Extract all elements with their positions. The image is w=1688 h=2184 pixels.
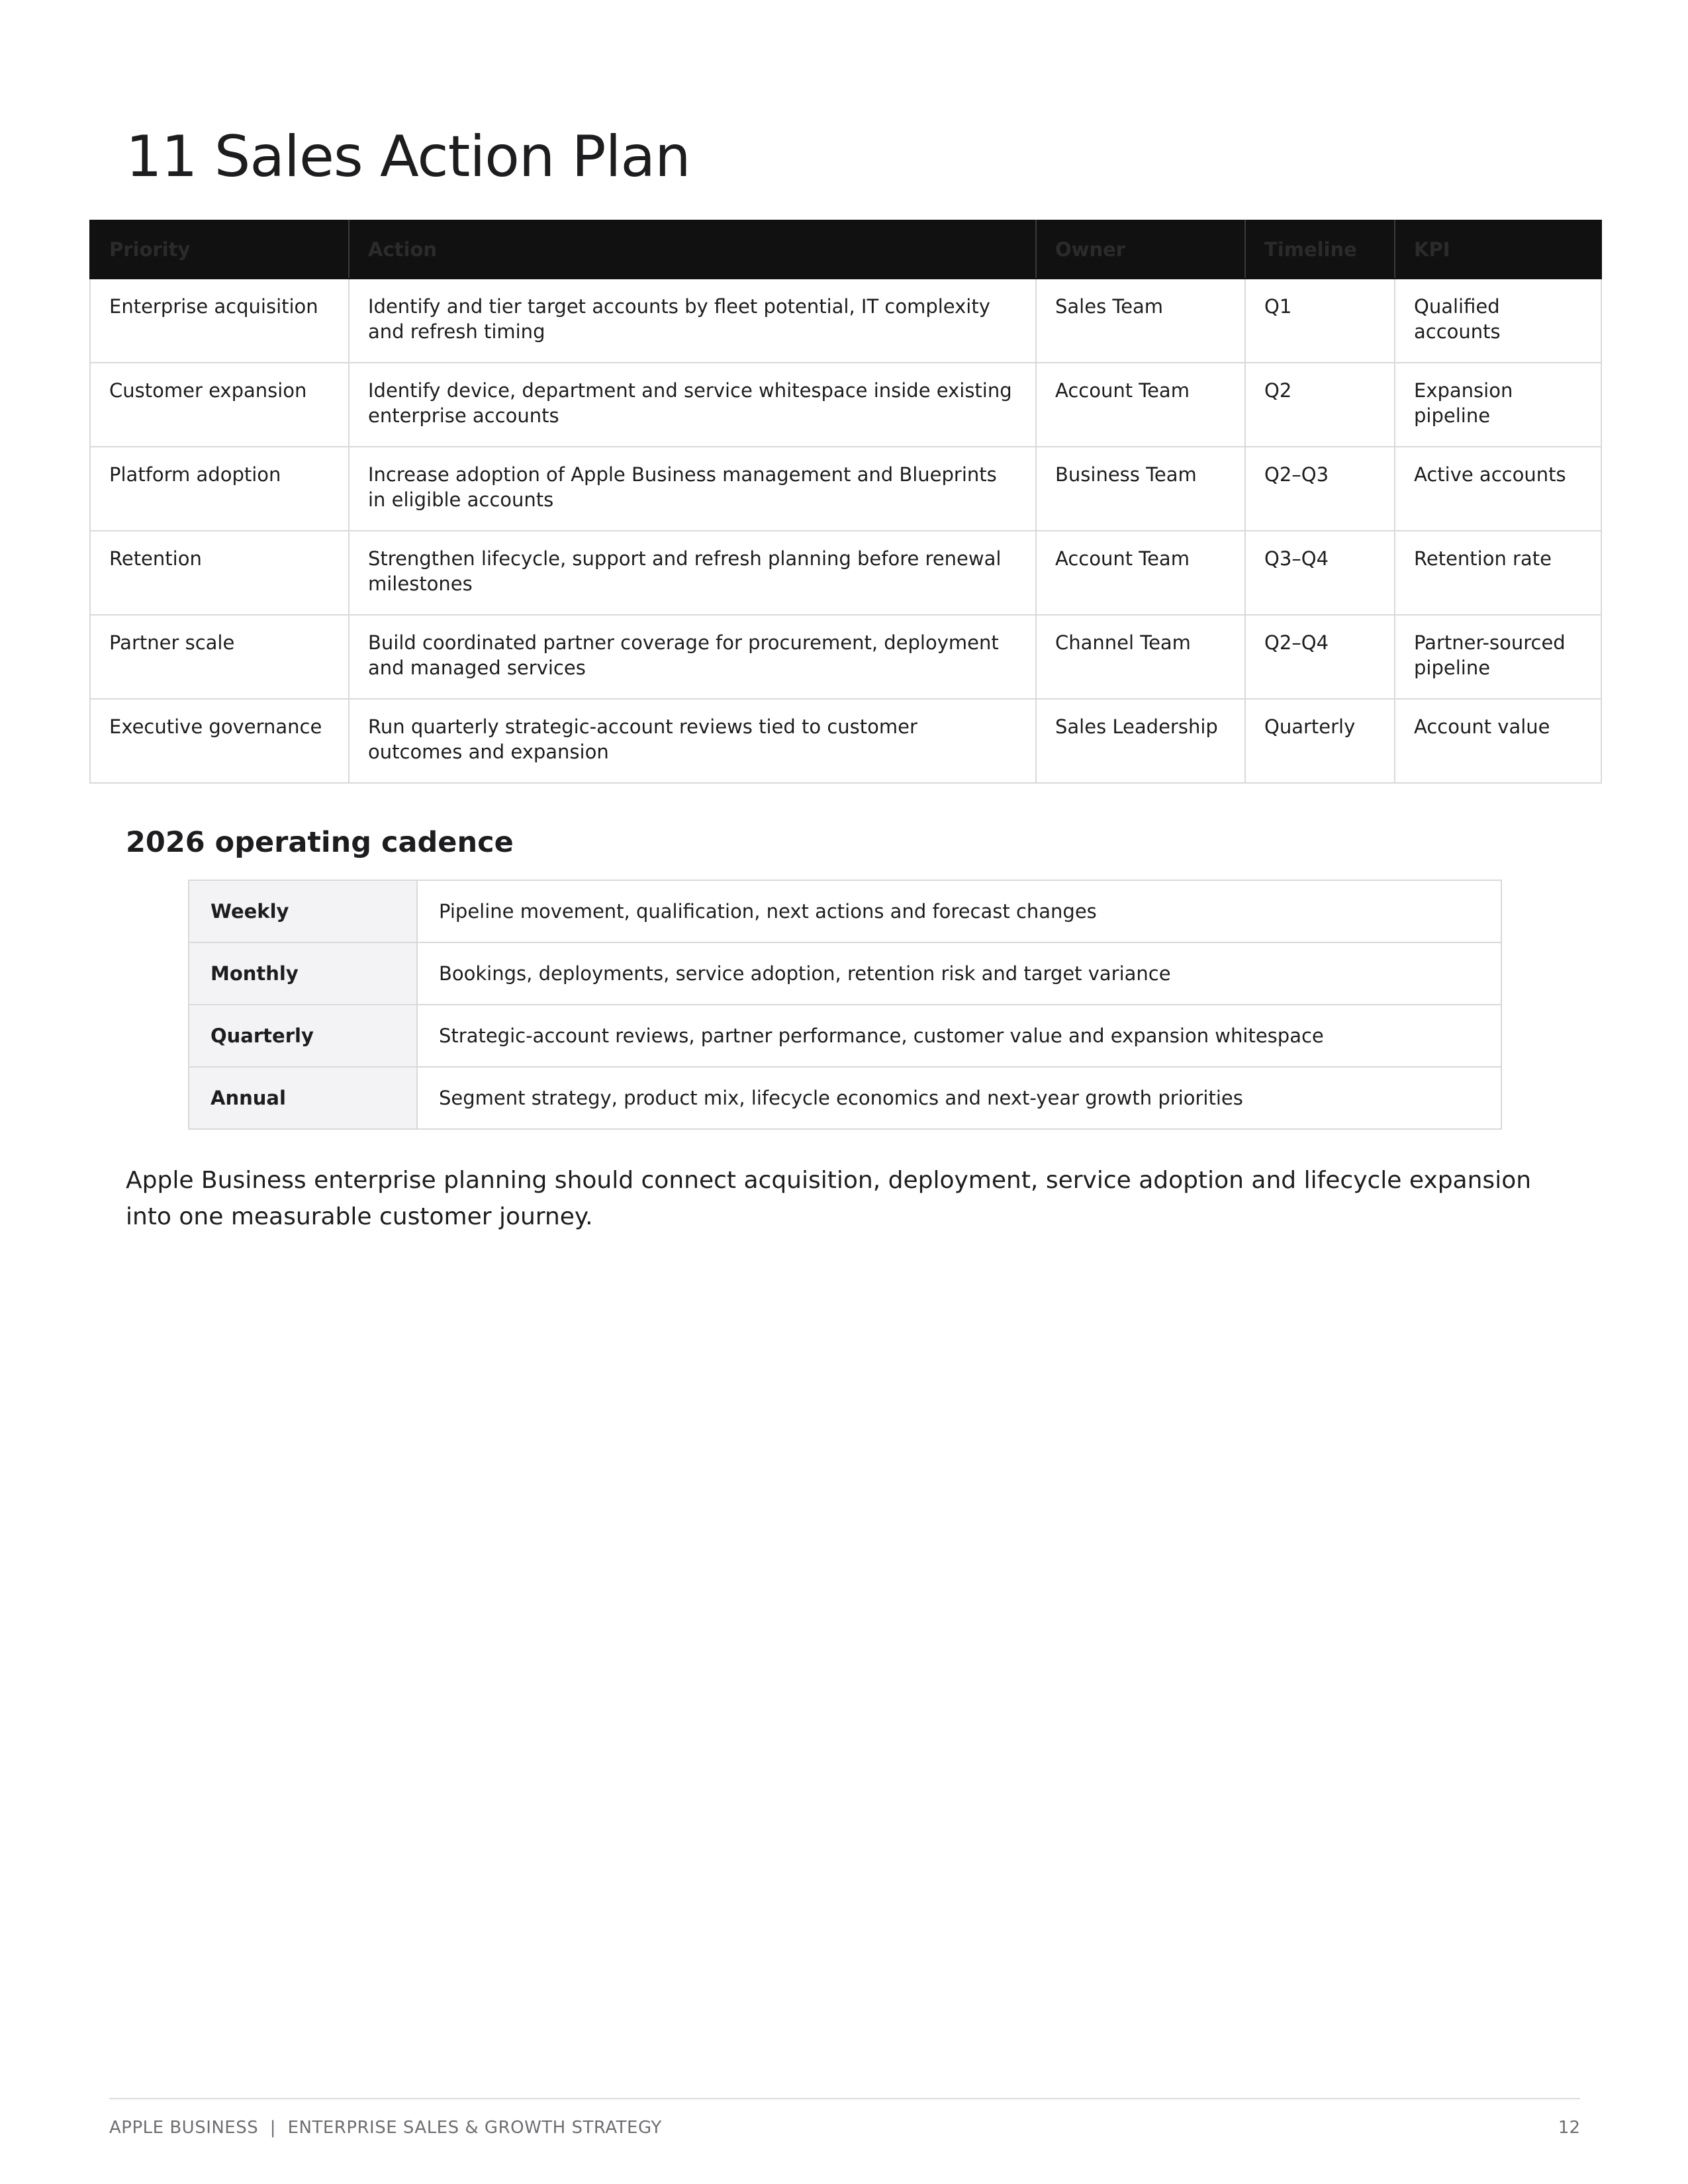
footer-divider bbox=[109, 2098, 1580, 2099]
table-row bbox=[90, 615, 1601, 699]
priority-cell: Executive governance bbox=[90, 699, 349, 783]
kpi-cell: Qualified accounts bbox=[1395, 279, 1601, 363]
timeline-cell: Q2–Q4 bbox=[1245, 615, 1395, 699]
action-cell: Identify device, department and service whitespace inside existing enterprise accounts bbox=[349, 363, 1036, 447]
summary-paragraph: Apple Business enterprise planning should connect acquisition, deployment, service adoption and lifecycle expansion into one measurable customer journey. bbox=[126, 1167, 1532, 1230]
kpi-cell: Account value bbox=[1395, 699, 1601, 783]
table-row bbox=[90, 531, 1601, 615]
cadence-row bbox=[189, 880, 1501, 942]
column-header-action: Action bbox=[349, 220, 1036, 279]
timeline-cell: Q2–Q3 bbox=[1245, 447, 1395, 531]
cadence-heading: 2026 operating cadence bbox=[126, 826, 514, 859]
cadence-focus: Bookings, deployments, service adoption, retention risk and target variance bbox=[417, 942, 1501, 1005]
operating-cadence-table bbox=[188, 880, 1502, 1130]
timeline-cell: Q2 bbox=[1245, 363, 1395, 447]
cadence-row bbox=[189, 942, 1501, 1005]
column-header-owner: Owner bbox=[1036, 220, 1245, 279]
kpi-cell: Retention rate bbox=[1395, 531, 1601, 615]
table-row bbox=[90, 699, 1601, 783]
footer-document-title: APPLE BUSINESS | ENTERPRISE SALES & GROWTH STRATEGY bbox=[109, 2118, 662, 2138]
cadence-focus: Segment strategy, product mix, lifecycle economics and next-year growth priorities bbox=[417, 1067, 1501, 1129]
owner-cell: Account Team bbox=[1036, 363, 1245, 447]
sales-action-plan-table bbox=[89, 220, 1602, 784]
cadence-period: Annual bbox=[189, 1067, 417, 1129]
owner-cell: Channel Team bbox=[1036, 615, 1245, 699]
owner-cell: Sales Team bbox=[1036, 279, 1245, 363]
cadence-period: Monthly bbox=[189, 942, 417, 1005]
action-cell: Increase adoption of Apple Business management and Blueprints in eligible accounts bbox=[349, 447, 1036, 531]
priority-cell: Partner scale bbox=[90, 615, 349, 699]
action-cell: Strengthen lifecycle, support and refresh planning before renewal milestones bbox=[349, 531, 1036, 615]
page-title: 11 Sales Action Plan bbox=[126, 124, 690, 190]
action-cell: Build coordinated partner coverage for procurement, deployment and managed services bbox=[349, 615, 1036, 699]
owner-cell: Account Team bbox=[1036, 531, 1245, 615]
action-cell: Run quarterly strategic-account reviews tied to customer outcomes and expansion bbox=[349, 699, 1036, 783]
action-cell: Identify and tier target accounts by fleet potential, IT complexity and refresh timing bbox=[349, 279, 1036, 363]
timeline-cell: Q1 bbox=[1245, 279, 1395, 363]
table-row bbox=[90, 363, 1601, 447]
kpi-cell: Active accounts bbox=[1395, 447, 1601, 531]
table-header-row bbox=[90, 220, 1601, 279]
footer-page-number: 12 bbox=[1558, 2118, 1580, 2138]
column-header-timeline: Timeline bbox=[1245, 220, 1395, 279]
cadence-focus: Pipeline movement, qualification, next actions and forecast changes bbox=[417, 880, 1501, 942]
kpi-cell: Expansion pipeline bbox=[1395, 363, 1601, 447]
owner-cell: Sales Leadership bbox=[1036, 699, 1245, 783]
kpi-cell: Partner-sourced pipeline bbox=[1395, 615, 1601, 699]
timeline-cell: Q3–Q4 bbox=[1245, 531, 1395, 615]
cadence-period: Quarterly bbox=[189, 1005, 417, 1067]
timeline-cell: Quarterly bbox=[1245, 699, 1395, 783]
owner-cell: Business Team bbox=[1036, 447, 1245, 531]
cadence-row bbox=[189, 1067, 1501, 1129]
priority-cell: Customer expansion bbox=[90, 363, 349, 447]
table-row bbox=[90, 447, 1601, 531]
priority-cell: Enterprise acquisition bbox=[90, 279, 349, 363]
table-row bbox=[90, 279, 1601, 363]
cadence-focus: Strategic-account reviews, partner performance, customer value and expansion whitespace bbox=[417, 1005, 1501, 1067]
priority-cell: Retention bbox=[90, 531, 349, 615]
column-header-kpi: KPI bbox=[1395, 220, 1601, 279]
cadence-row bbox=[189, 1005, 1501, 1067]
column-header-priority: Priority bbox=[90, 220, 349, 279]
cadence-period: Weekly bbox=[189, 880, 417, 942]
priority-cell: Platform adoption bbox=[90, 447, 349, 531]
